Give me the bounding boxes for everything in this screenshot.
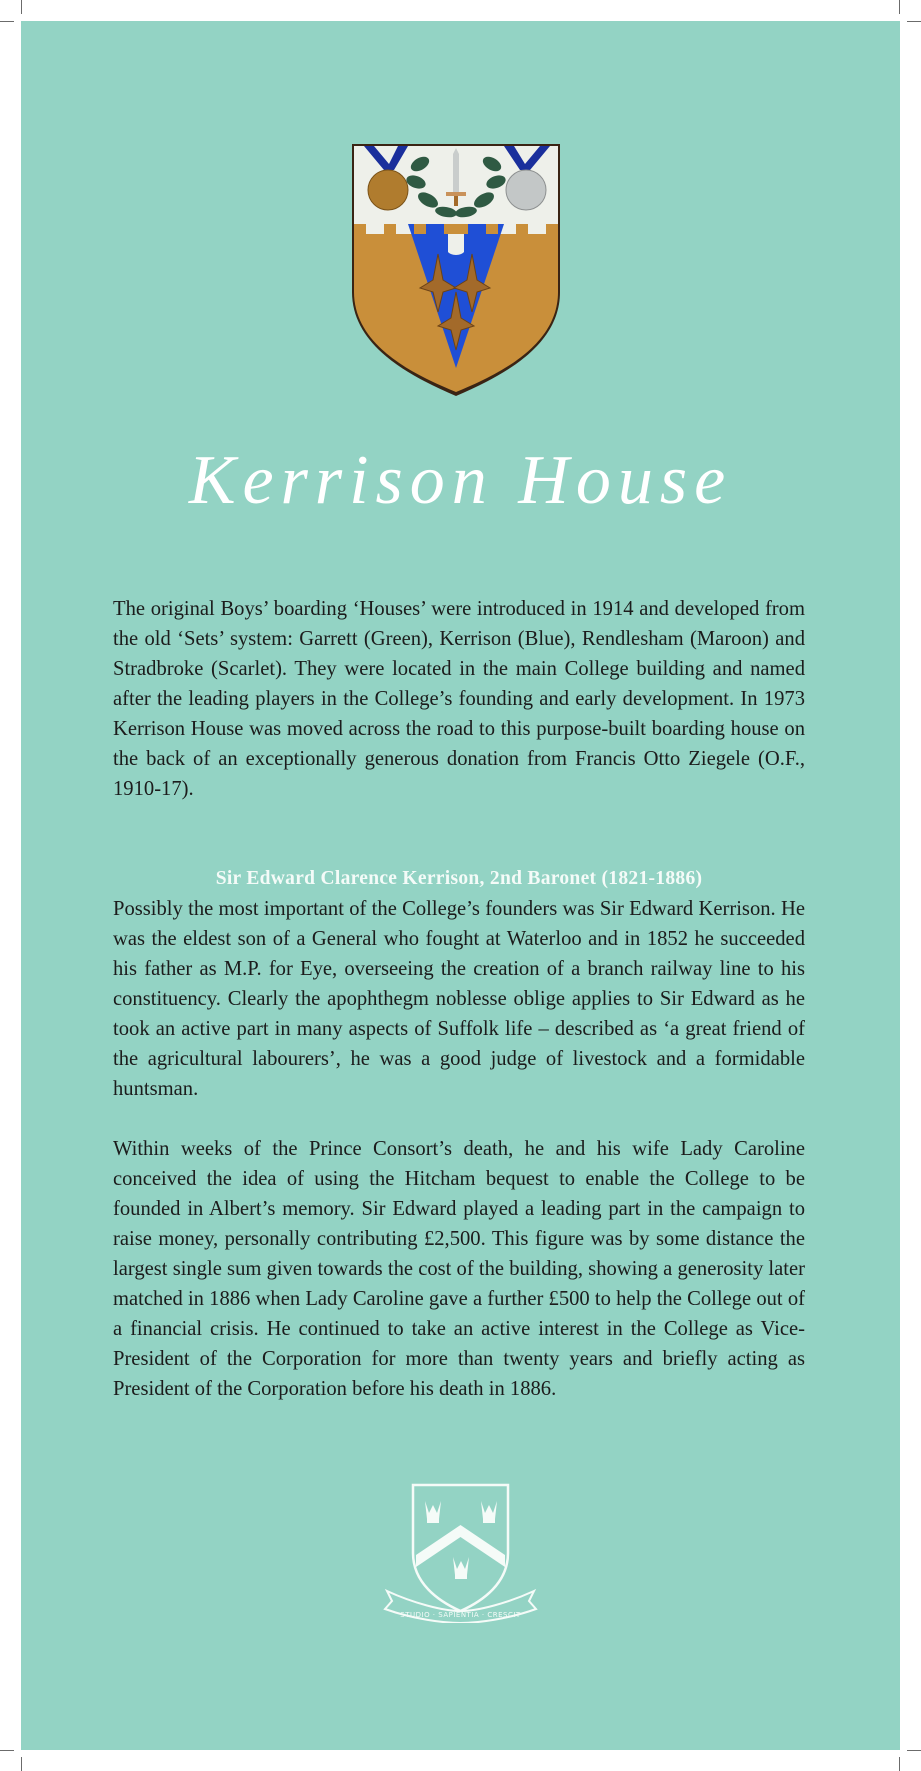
crop-mark: [907, 1750, 921, 1751]
motto-text: STUDIO · SAPIENTIA · CRESCIT: [400, 1611, 521, 1619]
crown-icon: [425, 1501, 497, 1579]
crop-mark: [0, 21, 14, 22]
crop-mark: [0, 1750, 14, 1751]
crest-chevron: [416, 1525, 505, 1567]
body-paragraph: Possibly the most important of the College’s founders was Sir Edward Kerrison. He was the eldest son of a General who fought at Waterloo and in 1852 he succeeded his father as M.P. for Eye, overseeing the creation of a branch railway line to his constituency. Clearly the apophthegm noblesse oblige applies to Sir Edward as he took an active part in many aspects of Suffolk life – described as ‘a great friend of the agricultural labourers’, he was a good judge of livestock and a formidable huntsman.: [113, 898, 805, 1100]
crop-mark: [907, 21, 921, 22]
page-title: Kerrison House: [188, 442, 733, 519]
kerrison-coat-of-arms-icon: [350, 142, 562, 398]
body-paragraph: Within weeks of the Prince Consort’s death, he and his wife Lady Caroline conceived the idea of using the Hitcham bequest to enable the College to be founded in Albert’s memory. Sir Edward played a leading part in the campaign to raise money, personally contributing £2,500. This figure was by some distance the largest single sum given towards the cost of the building, showing a generosity later matched in 1886 when Lady Caroline gave a further £500 to help the College out of a financial crisis. He continued to take an active interest in the College as Vice-President of the Corporation for more than twenty years and briefly acting as President of the Corporation before his death in 1886.: [113, 1138, 805, 1400]
crop-mark: [21, 1757, 22, 1771]
crop-mark: [899, 0, 900, 14]
crop-mark: [899, 1757, 900, 1771]
intro-paragraph: The original Boys’ boarding ‘Houses’ were introduced in 1914 and developed from the old ‘Sets’ system: Garrett (Green), Kerrison (Blue), Rendlesham (Maroon) and Stradbroke (Scarlet). They were located in the main College building and named after the leading players in the College’s founding and early development. In 1973 Kerrison House was moved across the road to this purpose-built boarding house on the back of an exceptionally generous donation from Francis Otto Ziegele (O.F., 1910-17).: [113, 598, 805, 800]
crop-mark: [21, 0, 22, 14]
college-crest-icon: [383, 1483, 538, 1623]
section-heading: Sir Edward Clarence Kerrison, 2nd Baronet (1821-1886): [215, 868, 703, 889]
